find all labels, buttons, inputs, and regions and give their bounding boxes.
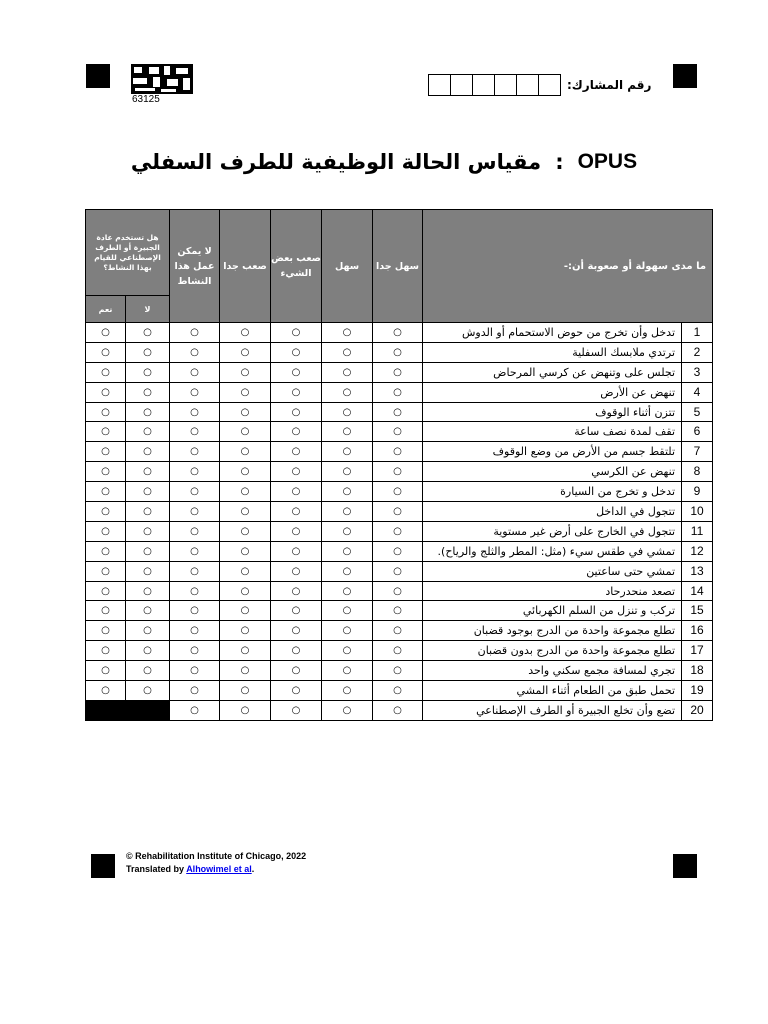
radio-somewhat-difficult[interactable]: ○: [271, 561, 322, 581]
table-row: [86, 482, 713, 502]
radio-device-yes[interactable]: ○: [86, 502, 126, 522]
radio-device-no[interactable]: ○: [126, 422, 170, 442]
corner-marker-top-left: [86, 64, 110, 88]
radio-somewhat-difficult[interactable]: ○: [271, 502, 322, 522]
radio-very-easy[interactable]: ○: [373, 482, 423, 502]
radio-device-no[interactable]: ○: [126, 402, 170, 422]
item-text: تطلع مجموعة واحدة من الدرج بوجود قضبان: [423, 621, 682, 641]
radio-device-yes[interactable]: ○: [86, 601, 126, 621]
radio-cannot[interactable]: ○: [170, 641, 220, 661]
corner-marker-bottom-right: [673, 854, 697, 878]
radio-device-yes[interactable]: ○: [86, 641, 126, 661]
table-row: [86, 561, 713, 581]
radio-device-no[interactable]: ○: [126, 541, 170, 561]
corner-marker-bottom-left: [91, 854, 115, 878]
radio-somewhat-difficult[interactable]: ○: [271, 462, 322, 482]
footer: [126, 850, 306, 876]
radio-very-easy[interactable]: ○: [373, 641, 423, 661]
item-text: تضع وأن تخلع الجبيرة أو الطرف الإصطناعي: [423, 700, 682, 720]
radio-device-yes[interactable]: ○: [86, 621, 126, 641]
device-use-yes-header: نعم: [86, 296, 126, 323]
item-text: تدخل و تخرج من السيارة: [423, 482, 682, 502]
radio-device-no[interactable]: ○: [126, 482, 170, 502]
item-text: تركب و تنزل من السلم الكهربائي: [423, 601, 682, 621]
radio-device-no[interactable]: ○: [126, 462, 170, 482]
radio-cannot[interactable]: ○: [170, 462, 220, 482]
column-header-very-easy: سهل جدا: [373, 210, 423, 323]
participant-number-boxes[interactable]: [428, 74, 561, 96]
radio-somewhat-difficult[interactable]: ○: [271, 581, 322, 601]
item-number: 20: [682, 700, 713, 720]
item-number: 7: [682, 442, 713, 462]
radio-very-easy[interactable]: ○: [373, 621, 423, 641]
radio-very-difficult[interactable]: ○: [220, 482, 271, 502]
table-row: [86, 681, 713, 701]
radio-cannot[interactable]: ○: [170, 362, 220, 382]
item-text: تمشي حتى ساعتين: [423, 561, 682, 581]
radio-very-easy[interactable]: ○: [373, 700, 423, 720]
radio-easy[interactable]: ○: [322, 700, 373, 720]
table-row: [86, 502, 713, 522]
item-text: تتجول في الخارج على أرض غير مستوية: [423, 521, 682, 541]
item-text: تمشي في طقس سيء (مثل: المطر والثلج والرياح).: [423, 541, 682, 561]
radio-easy[interactable]: ○: [322, 661, 373, 681]
radio-very-easy[interactable]: ○: [373, 323, 423, 343]
device-use-header: هل تستخدم عادة الجبيرة أو الطرف الإصطناعي للقيام بهذا النشاط؟: [86, 210, 170, 296]
radio-device-no[interactable]: ○: [126, 382, 170, 402]
title-arabic: مقياس الحالة الوظيفية للطرف السفلي: [130, 150, 542, 174]
radio-somewhat-difficult[interactable]: ○: [271, 641, 322, 661]
blacked-out-cell: [126, 700, 170, 720]
radio-somewhat-difficult[interactable]: ○: [271, 541, 322, 561]
radio-very-easy[interactable]: ○: [373, 521, 423, 541]
table-row: [86, 402, 713, 422]
radio-cannot[interactable]: ○: [170, 700, 220, 720]
item-text: تقف لمدة نصف ساعة: [423, 422, 682, 442]
radio-very-difficult[interactable]: ○: [220, 641, 271, 661]
radio-very-difficult[interactable]: ○: [220, 323, 271, 343]
radio-device-yes[interactable]: ○: [86, 541, 126, 561]
radio-device-no[interactable]: ○: [126, 323, 170, 343]
item-number: 15: [682, 601, 713, 621]
radio-device-no[interactable]: ○: [126, 342, 170, 362]
item-text: تطلع مجموعة واحدة من الدرج بدون قضبان: [423, 641, 682, 661]
item-number: 14: [682, 581, 713, 601]
radio-somewhat-difficult[interactable]: ○: [271, 362, 322, 382]
radio-device-no[interactable]: ○: [126, 661, 170, 681]
table-row: [86, 362, 713, 382]
item-number: 6: [682, 422, 713, 442]
table-row: [86, 323, 713, 343]
radio-device-yes[interactable]: ○: [86, 422, 126, 442]
table-row: [86, 342, 713, 362]
item-text: ترتدي ملابسك السفلية: [423, 342, 682, 362]
device-use-no-header: لا: [126, 296, 170, 323]
radio-very-easy[interactable]: ○: [373, 601, 423, 621]
radio-cannot[interactable]: ○: [170, 402, 220, 422]
radio-somewhat-difficult[interactable]: ○: [271, 323, 322, 343]
table-row: [86, 621, 713, 641]
radio-cannot[interactable]: ○: [170, 323, 220, 343]
radio-very-difficult[interactable]: ○: [220, 621, 271, 641]
radio-cannot[interactable]: ○: [170, 581, 220, 601]
radio-somewhat-difficult[interactable]: ○: [271, 382, 322, 402]
table-row: [86, 700, 713, 720]
radio-very-easy[interactable]: ○: [373, 462, 423, 482]
radio-very-difficult[interactable]: ○: [220, 342, 271, 362]
table-row: [86, 442, 713, 462]
radio-device-yes[interactable]: ○: [86, 462, 126, 482]
radio-device-no[interactable]: ○: [126, 362, 170, 382]
item-number: 13: [682, 561, 713, 581]
radio-easy[interactable]: ○: [322, 342, 373, 362]
radio-very-easy[interactable]: ○: [373, 581, 423, 601]
radio-cannot[interactable]: ○: [170, 502, 220, 522]
radio-device-yes[interactable]: ○: [86, 362, 126, 382]
radio-somewhat-difficult[interactable]: ○: [271, 342, 322, 362]
radio-device-no[interactable]: ○: [126, 681, 170, 701]
radio-device-yes[interactable]: ○: [86, 521, 126, 541]
item-number: 9: [682, 482, 713, 502]
radio-very-easy[interactable]: ○: [373, 681, 423, 701]
radio-very-difficult[interactable]: ○: [220, 700, 271, 720]
radio-easy[interactable]: ○: [322, 362, 373, 382]
radio-very-difficult[interactable]: ○: [220, 541, 271, 561]
table-row: [86, 661, 713, 681]
radio-device-yes[interactable]: ○: [86, 442, 126, 462]
radio-very-difficult[interactable]: ○: [220, 442, 271, 462]
radio-very-difficult[interactable]: ○: [220, 462, 271, 482]
radio-device-yes[interactable]: ○: [86, 681, 126, 701]
column-header-cannot: لا يمكن عمل هذا النشاط: [170, 210, 220, 323]
radio-device-no[interactable]: ○: [126, 621, 170, 641]
radio-device-no[interactable]: ○: [126, 581, 170, 601]
item-number: 11: [682, 521, 713, 541]
column-header-somewhat-difficult: صعب بعض الشيء: [271, 210, 322, 323]
title-separator: :: [555, 150, 564, 174]
table-row: [86, 601, 713, 621]
radio-very-easy[interactable]: ○: [373, 422, 423, 442]
table-row: [86, 541, 713, 561]
radio-device-yes[interactable]: ○: [86, 482, 126, 502]
radio-somewhat-difficult[interactable]: ○: [271, 521, 322, 541]
radio-device-yes[interactable]: ○: [86, 561, 126, 581]
radio-cannot[interactable]: ○: [170, 422, 220, 442]
radio-cannot[interactable]: ○: [170, 661, 220, 681]
copyright-text: © Rehabilitation Institute of Chicago, 2022: [126, 851, 307, 861]
item-number: 1: [682, 323, 713, 343]
digit-box[interactable]: [495, 75, 517, 95]
radio-very-difficult[interactable]: ○: [220, 681, 271, 701]
radio-easy[interactable]: ○: [322, 641, 373, 661]
item-text: تجري لمسافة مجمع سكني واحد: [423, 661, 682, 681]
radio-device-no[interactable]: ○: [126, 442, 170, 462]
item-number: 16: [682, 621, 713, 641]
radio-device-no[interactable]: ○: [126, 601, 170, 621]
title-english: OPUS: [577, 150, 638, 173]
opus-questionnaire-table: [85, 209, 713, 721]
table-row: [86, 521, 713, 541]
item-number: 18: [682, 661, 713, 681]
radio-device-yes[interactable]: ○: [86, 382, 126, 402]
radio-device-no[interactable]: ○: [126, 521, 170, 541]
item-text: تجلس على وتنهض عن كرسي المرحاض: [423, 362, 682, 382]
radio-easy[interactable]: ○: [322, 601, 373, 621]
digit-box[interactable]: [517, 75, 539, 95]
item-number: 12: [682, 541, 713, 561]
radio-cannot[interactable]: ○: [170, 521, 220, 541]
table-row: [86, 422, 713, 442]
table-row: [86, 581, 713, 601]
radio-very-easy[interactable]: ○: [373, 442, 423, 462]
radio-very-difficult[interactable]: ○: [220, 382, 271, 402]
radio-somewhat-difficult[interactable]: ○: [271, 402, 322, 422]
radio-very-difficult[interactable]: ○: [220, 422, 271, 442]
radio-very-difficult[interactable]: ○: [220, 581, 271, 601]
radio-very-difficult[interactable]: ○: [220, 561, 271, 581]
item-number: 3: [682, 362, 713, 382]
table-row: [86, 462, 713, 482]
radio-cannot[interactable]: ○: [170, 681, 220, 701]
radio-easy[interactable]: ○: [322, 402, 373, 422]
digit-box[interactable]: [429, 75, 451, 95]
radio-cannot[interactable]: ○: [170, 621, 220, 641]
question-header: ما مدى سهولة أو صعوبة أن:-: [423, 210, 713, 323]
table-row: [86, 382, 713, 402]
radio-very-difficult[interactable]: ○: [220, 362, 271, 382]
corner-marker-top-right: [673, 64, 697, 88]
item-text: تتجول في الداخل: [423, 502, 682, 522]
item-text: تدخل وأن تخرج من حوض الاستحمام أو الدوش: [423, 323, 682, 343]
radio-very-easy[interactable]: ○: [373, 402, 423, 422]
radio-easy[interactable]: ○: [322, 521, 373, 541]
radio-easy[interactable]: ○: [322, 422, 373, 442]
radio-easy[interactable]: ○: [322, 442, 373, 462]
digit-box[interactable]: [473, 75, 495, 95]
radio-somewhat-difficult[interactable]: ○: [271, 681, 322, 701]
participant-number: [428, 74, 651, 96]
radio-easy[interactable]: ○: [322, 482, 373, 502]
radio-very-easy[interactable]: ○: [373, 362, 423, 382]
radio-easy[interactable]: ○: [322, 561, 373, 581]
radio-easy[interactable]: ○: [322, 502, 373, 522]
item-text: تنهض عن الكرسي: [423, 462, 682, 482]
item-number: 8: [682, 462, 713, 482]
form-barcode: [131, 64, 193, 94]
radio-somewhat-difficult[interactable]: ○: [271, 621, 322, 641]
radio-easy[interactable]: ○: [322, 541, 373, 561]
radio-device-no[interactable]: ○: [126, 561, 170, 581]
blacked-out-cell: [86, 700, 126, 720]
radio-very-easy[interactable]: ○: [373, 342, 423, 362]
participant-label: رقم المشارك:: [567, 78, 652, 92]
item-number: 5: [682, 402, 713, 422]
radio-easy[interactable]: ○: [322, 462, 373, 482]
radio-device-yes[interactable]: ○: [86, 661, 126, 681]
radio-device-yes[interactable]: ○: [86, 402, 126, 422]
column-header-easy: سهل: [322, 210, 373, 323]
item-text: تصعد منحدرحاد: [423, 581, 682, 601]
radio-cannot[interactable]: ○: [170, 541, 220, 561]
radio-cannot[interactable]: ○: [170, 561, 220, 581]
radio-cannot[interactable]: ○: [170, 382, 220, 402]
radio-device-no[interactable]: ○: [126, 502, 170, 522]
radio-very-easy[interactable]: ○: [373, 561, 423, 581]
radio-somewhat-difficult[interactable]: ○: [271, 661, 322, 681]
digit-box[interactable]: [539, 75, 560, 95]
radio-device-yes[interactable]: ○: [86, 323, 126, 343]
form-id: 63125: [132, 94, 160, 105]
radio-very-difficult[interactable]: ○: [220, 661, 271, 681]
table-row: [86, 641, 713, 661]
translator-link[interactable]: Alhowimel et al: [186, 864, 252, 874]
radio-cannot[interactable]: ○: [170, 482, 220, 502]
radio-somewhat-difficult[interactable]: ○: [271, 442, 322, 462]
radio-easy[interactable]: ○: [322, 323, 373, 343]
radio-easy[interactable]: ○: [322, 621, 373, 641]
radio-very-difficult[interactable]: ○: [220, 402, 271, 422]
column-header-very-difficult: صعب جدا: [220, 210, 271, 323]
radio-very-easy[interactable]: ○: [373, 661, 423, 681]
radio-very-easy[interactable]: ○: [373, 382, 423, 402]
item-number: 2: [682, 342, 713, 362]
radio-device-yes[interactable]: ○: [86, 342, 126, 362]
translation-credit: Translated by Alhowimel et al.: [126, 864, 255, 874]
item-number: 17: [682, 641, 713, 661]
radio-very-difficult[interactable]: ○: [220, 601, 271, 621]
radio-device-yes[interactable]: ○: [86, 581, 126, 601]
radio-very-difficult[interactable]: ○: [220, 521, 271, 541]
radio-cannot[interactable]: ○: [170, 601, 220, 621]
item-number: 4: [682, 382, 713, 402]
radio-easy[interactable]: ○: [322, 681, 373, 701]
radio-somewhat-difficult[interactable]: ○: [271, 422, 322, 442]
radio-somewhat-difficult[interactable]: ○: [271, 700, 322, 720]
item-number: 10: [682, 502, 713, 522]
radio-very-easy[interactable]: ○: [373, 502, 423, 522]
item-number: 19: [682, 681, 713, 701]
radio-cannot[interactable]: ○: [170, 342, 220, 362]
radio-cannot[interactable]: ○: [170, 442, 220, 462]
radio-easy[interactable]: ○: [322, 581, 373, 601]
digit-box[interactable]: [451, 75, 473, 95]
item-text: تلتقط جسم من الأرض من وضع الوقوف: [423, 442, 682, 462]
page-title: [0, 150, 768, 174]
radio-device-no[interactable]: ○: [126, 641, 170, 661]
radio-very-easy[interactable]: ○: [373, 541, 423, 561]
item-text: تنهض عن الأرض: [423, 382, 682, 402]
item-text: تتزن أثناء الوقوف: [423, 402, 682, 422]
radio-very-difficult[interactable]: ○: [220, 502, 271, 522]
item-text: تحمل طبق من الطعام أثناء المشي: [423, 681, 682, 701]
radio-easy[interactable]: ○: [322, 382, 373, 402]
radio-somewhat-difficult[interactable]: ○: [271, 601, 322, 621]
radio-somewhat-difficult[interactable]: ○: [271, 482, 322, 502]
